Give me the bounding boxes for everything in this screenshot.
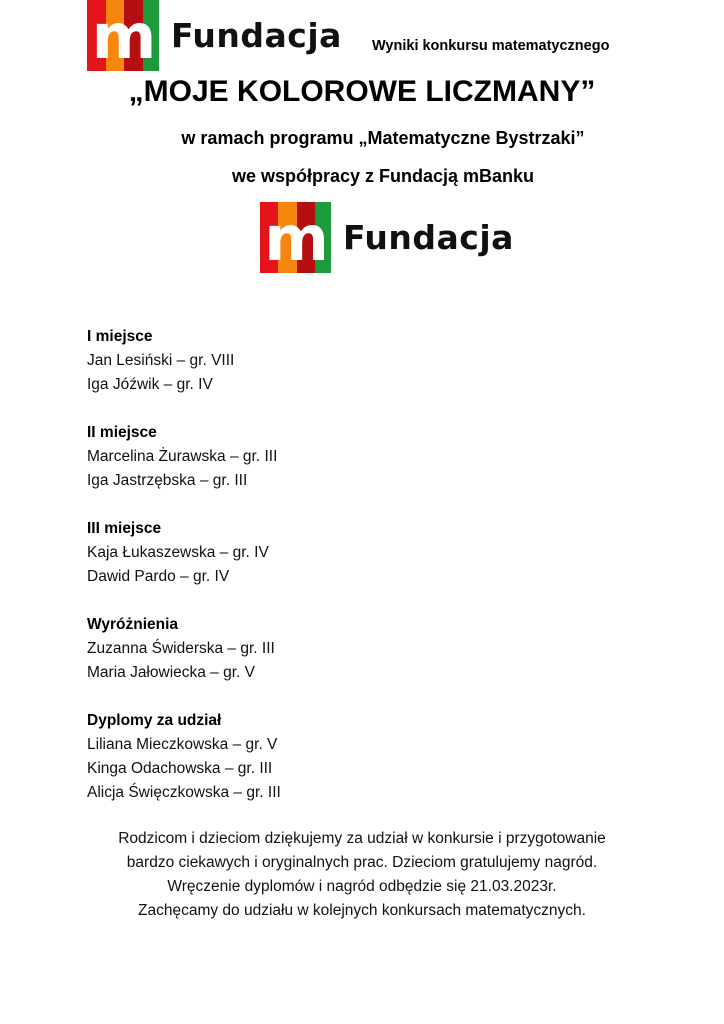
- logo-letter-m: m: [91, 0, 155, 71]
- mbank-foundation-logo-center: [260, 202, 514, 273]
- results-section: [87, 517, 281, 589]
- footer-message: [0, 827, 724, 923]
- winner-entry: Maria Jałowiecka – gr. V: [87, 664, 255, 681]
- winner-entry: Alicja Święczkowska – gr. III: [87, 784, 281, 801]
- footer-line: Wręczenie dyplomów i nagród odbędzie się 21.03.2023r.: [167, 878, 557, 895]
- winner-entry: Marcelina Żurawska – gr. III: [87, 448, 278, 465]
- winner-entry: Liliana Mieczkowska – gr. V: [87, 736, 278, 753]
- results-section: [87, 325, 281, 397]
- section-heading: III miejsce: [87, 520, 162, 537]
- winner-entry: Kaja Łukaszewska – gr. IV: [87, 544, 269, 561]
- footer-line: Rodzicom i dzieciom dziękujemy za udział w konkursie i przygotowanie: [118, 830, 606, 847]
- section-heading: II miejsce: [87, 424, 157, 441]
- subtitle-partner: we współpracy z Fundacją mBanku: [231, 166, 535, 186]
- mbank-logo-mark: [87, 0, 159, 71]
- document-title: „MOJE KOLOROWE LICZMANY”: [128, 75, 596, 108]
- winner-entry: Kinga Odachowska – gr. III: [87, 760, 273, 777]
- mbank-foundation-logo-top: [87, 0, 342, 71]
- winner-entry: Dawid Pardo – gr. IV: [87, 568, 230, 585]
- section-heading: I miejsce: [87, 328, 153, 345]
- top-label: Wyniki konkursu matematycznego: [372, 38, 610, 54]
- logo-letter-m: m: [264, 202, 327, 273]
- results-section: [87, 709, 281, 805]
- winner-entry: Jan Lesiński – gr. VIII: [87, 352, 235, 369]
- section-heading: Dyplomy za udział: [87, 712, 222, 729]
- logo-wordmark: Fundacja: [343, 218, 514, 257]
- logo-wordmark: Fundacja: [171, 16, 342, 55]
- results-section: [87, 421, 281, 493]
- results-section: [87, 613, 281, 685]
- winner-entry: Iga Jóźwik – gr. IV: [87, 376, 213, 393]
- subtitle-program: w ramach programu „Matematyczne Bystrzaki”: [181, 128, 585, 148]
- results-list: [87, 325, 281, 829]
- footer-line: Zachęcamy do udziału w kolejnych konkursach matematycznych.: [138, 902, 586, 919]
- section-heading: Wyróżnienia: [87, 616, 179, 633]
- mbank-logo-mark: [260, 202, 331, 273]
- winner-entry: Iga Jastrzębska – gr. III: [87, 472, 248, 489]
- winner-entry: Zuzanna Świderska – gr. III: [87, 640, 275, 657]
- footer-line: bardzo ciekawych i oryginalnych prac. Dzieciom gratulujemy nagród.: [126, 854, 598, 871]
